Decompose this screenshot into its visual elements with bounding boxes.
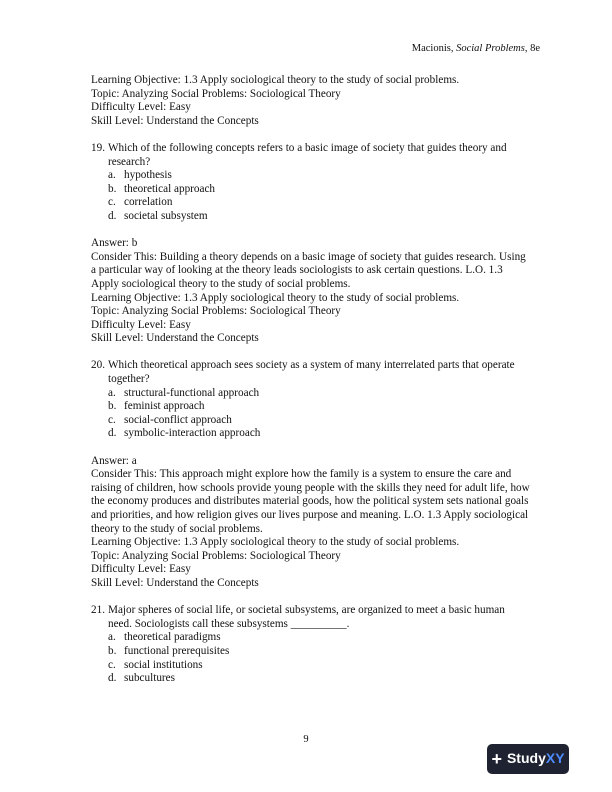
option-b [91, 183, 531, 197]
header-author: Macionis, [411, 43, 457, 54]
question-stem [91, 604, 531, 631]
skill-level: Skill Level: Understand the Concepts [91, 576, 259, 589]
question-20 [91, 359, 531, 441]
difficulty-level: Difficulty Level: Easy [91, 101, 191, 114]
header-edition: , 8e [524, 43, 540, 54]
option-b [91, 645, 531, 659]
option-text: theoretical approach [124, 182, 216, 195]
option-c [91, 659, 531, 673]
topic: Topic: Analyzing Social Problems: Sociological Theory [91, 549, 341, 562]
question-text: Major spheres of social life, or societal subsystems, are organized to meet a basic human need. Sociologists call these subsystems __________. [108, 604, 505, 630]
option-text: subcultures [124, 672, 175, 685]
skill-level: Skill Level: Understand the Concepts [91, 114, 259, 127]
option-letter: d. [108, 672, 117, 685]
plus-icon: + [491, 749, 502, 769]
question-stem [91, 359, 531, 386]
answer-19 [91, 237, 531, 346]
option-d [91, 210, 531, 224]
question-19 [91, 142, 531, 224]
option-text: feminist approach [124, 400, 205, 413]
header-book-title: Social Problems [456, 43, 525, 54]
option-text: social-conflict approach [124, 413, 232, 426]
option-letter: a. [108, 631, 116, 644]
option-text: structural-functional approach [124, 386, 260, 399]
learning-objective: Learning Objective: 1.3 Apply sociological theory to the study of social problems. [91, 74, 460, 86]
skill-level: Skill Level: Understand the Concepts [91, 332, 259, 345]
answer-20 [91, 455, 531, 591]
option-letter: b. [108, 182, 117, 195]
option-text: correlation [124, 196, 173, 209]
running-header [412, 42, 540, 56]
consider-this: Consider This: This approach might explore how the family is a system to ensure the care and raising of children, how schools provide young people with the skills they need for adult life, how the economy produces and distributes material goods, how the political system sets national goals and priorities, and how religion gives our lives purpose and meaning. L.O. 1.3 Apply sociological theory to the study of social problems. [91, 468, 530, 535]
learning-objective: Learning Objective: 1.3 Apply sociological theory to the study of social problems. [91, 536, 460, 549]
question-number: 19. [91, 141, 105, 154]
question-text: Which theoretical approach sees society as a system of many interrelated parts that operate together? [108, 359, 515, 386]
learning-objective: Learning Objective: 1.3 Apply sociological theory to the study of social problems. [91, 291, 460, 304]
option-letter: a. [108, 169, 116, 182]
topic: Topic: Analyzing Social Problems: Sociological Theory [91, 87, 341, 100]
option-a [91, 387, 531, 401]
option-text: functional prerequisites [124, 644, 230, 657]
option-text: symbolic-interaction approach [124, 427, 261, 440]
option-text: social institutions [124, 658, 203, 671]
studyxy-badge[interactable] [487, 744, 569, 774]
q18-metadata [91, 74, 531, 128]
badge-brand: Study [506, 750, 546, 767]
option-b [91, 400, 531, 414]
option-d [91, 672, 531, 686]
option-text: theoretical paradigms [124, 631, 221, 644]
answer-key: Answer: b [91, 237, 138, 250]
question-text: Which of the following concepts refers to a basic image of society that guides theory and research? [108, 141, 507, 168]
option-text: societal subsystem [124, 209, 208, 222]
option-a [91, 169, 531, 183]
badge-brand-accent: XY [545, 750, 565, 767]
difficulty-level: Difficulty Level: Easy [91, 563, 191, 576]
question-stem [91, 142, 531, 169]
option-d [91, 427, 531, 441]
answer-key: Answer: a [91, 454, 137, 467]
difficulty-level: Difficulty Level: Easy [91, 318, 191, 331]
page-number: 9 [303, 734, 309, 745]
option-letter: b. [108, 400, 117, 413]
option-letter: d. [108, 427, 117, 440]
option-letter: c. [108, 658, 116, 671]
option-c [91, 196, 531, 210]
option-c [91, 414, 531, 428]
option-letter: a. [108, 386, 116, 399]
question-number: 21. [91, 604, 105, 617]
consider-this: Consider This: Building a theory depends on a basic image of society that guides research. Using a particular way of looking at the theory leads sociologists to ask certain questions. L.O. 1.3 Apply sociological theory to the study of social problems. [91, 250, 526, 290]
question-number: 20. [91, 359, 105, 372]
option-text: hypothesis [124, 169, 172, 182]
option-letter: b. [108, 644, 117, 657]
option-a [91, 631, 531, 645]
question-21 [91, 604, 531, 686]
topic: Topic: Analyzing Social Problems: Sociological Theory [91, 305, 341, 318]
option-letter: d. [108, 209, 117, 222]
page-content [91, 74, 531, 699]
option-letter: c. [108, 196, 116, 209]
option-letter: c. [108, 413, 116, 426]
